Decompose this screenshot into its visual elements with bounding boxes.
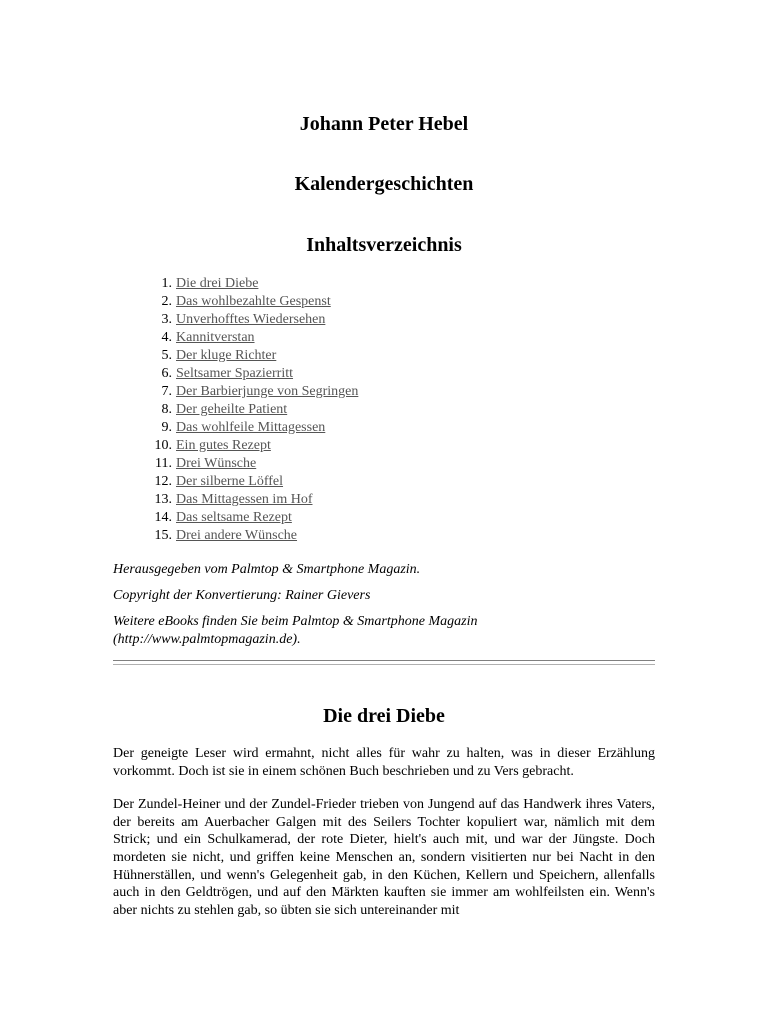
toc-link[interactable]: Das wohlbezahlte Gespenst bbox=[176, 294, 331, 309]
toc-item-number: 13. bbox=[154, 492, 172, 507]
toc-item bbox=[113, 509, 358, 527]
table-of-contents bbox=[113, 275, 358, 545]
toc-heading: Inhaltsverzeichnis bbox=[306, 234, 462, 256]
toc-link[interactable]: Der Barbierjunge von Segringen bbox=[176, 384, 359, 399]
toc-link[interactable]: Unverhofftes Wiedersehen bbox=[176, 312, 326, 327]
toc-item-number: 7. bbox=[161, 384, 172, 399]
toc-item-number: 15. bbox=[154, 528, 172, 543]
toc-item bbox=[113, 455, 358, 473]
toc-item bbox=[113, 491, 358, 509]
toc-item-number: 1. bbox=[161, 276, 172, 291]
story-body bbox=[113, 745, 655, 935]
toc-item bbox=[113, 275, 358, 293]
toc-item bbox=[113, 473, 358, 491]
toc-link[interactable]: Kannitverstan bbox=[176, 330, 255, 345]
toc-link[interactable]: Der silberne Löffel bbox=[176, 474, 284, 489]
story-title: Die drei Diebe bbox=[323, 705, 445, 727]
toc-link[interactable]: Die drei Diebe bbox=[176, 276, 259, 291]
toc-item bbox=[113, 383, 358, 401]
toc-item-number: 10. bbox=[154, 438, 172, 453]
toc-link[interactable]: Der geheilte Patient bbox=[176, 402, 288, 417]
story-paragraph: Der Zundel-Heiner und der Zundel-Frieder trieben von Jungend auf das Handwerk ihres Vaters, der bereits am Auerbacher Galgen mit des Seilers Tochter kopuliert war, nämlich mit dem Strick; und ein Schulkamerad, der rote Dieter, hielt's auch mit, und war der Jüngste. Doch mordeten sie nicht, und griffen keine Menschen an, sondern visitierten nur bei Nacht in den Hühnerställen, und wenn's Gelegenheit gab, in den Küchen, Kellern und Speichern, allenfalls auch in den Geldtrögen, und auf den Märkten kauften sie immer am wohlfeilsten ein. Wenn's aber nichts zu stehlen gab, so übten sie sich untereinander mit bbox=[113, 797, 655, 918]
toc-item-number: 4. bbox=[161, 330, 172, 345]
toc-item-number: 14. bbox=[154, 510, 172, 525]
toc-item bbox=[113, 527, 358, 545]
toc-item bbox=[113, 329, 358, 347]
toc-item bbox=[113, 347, 358, 365]
toc-link[interactable]: Ein gutes Rezept bbox=[176, 438, 271, 453]
more-ebooks-line: Weitere eBooks finden Sie beim Palmtop & Smartphone Magazin (http://www.palmtopmagazin.de). bbox=[113, 614, 478, 647]
toc-item-number: 9. bbox=[161, 420, 172, 435]
toc-item-number: 6. bbox=[161, 366, 172, 381]
toc-link[interactable]: Das Mittagessen im Hof bbox=[176, 492, 313, 507]
credits-block bbox=[113, 561, 655, 657]
toc-item-number: 3. bbox=[161, 312, 172, 327]
copyright-line: Copyright der Konvertierung: Rainer Gievers bbox=[113, 588, 371, 603]
story-paragraph: Der geneigte Leser wird ermahnt, nicht alles für wahr zu halten, was in dieser Erzählung vorkommt. Doch ist sie in einem schönen Buch beschrieben und zu Vers gebracht. bbox=[113, 746, 655, 779]
toc-link[interactable]: Der kluge Richter bbox=[176, 348, 277, 363]
toc-item-number: 12. bbox=[154, 474, 172, 489]
toc-item bbox=[113, 293, 358, 311]
toc-link[interactable]: Drei Wünsche bbox=[176, 456, 257, 471]
toc-item-number: 11. bbox=[155, 456, 172, 471]
toc-item-number: 2. bbox=[161, 294, 172, 309]
section-divider bbox=[113, 660, 655, 665]
publisher-line: Herausgegeben vom Palmtop & Smartphone Magazin. bbox=[113, 562, 421, 577]
toc-item bbox=[113, 401, 358, 419]
toc-item bbox=[113, 311, 358, 329]
toc-item bbox=[113, 437, 358, 455]
toc-link[interactable]: Drei andere Wünsche bbox=[176, 528, 298, 543]
toc-link[interactable]: Seltsamer Spazierritt bbox=[176, 366, 294, 381]
toc-item-number: 8. bbox=[161, 402, 172, 417]
toc-item bbox=[113, 365, 358, 383]
toc-item-number: 5. bbox=[161, 348, 172, 363]
book-title: Kalendergeschichten bbox=[294, 173, 474, 195]
toc-link[interactable]: Das wohlfeile Mittagessen bbox=[176, 420, 326, 435]
toc-item bbox=[113, 419, 358, 437]
toc-link[interactable]: Das seltsame Rezept bbox=[176, 510, 292, 525]
author-heading: Johann Peter Hebel bbox=[299, 113, 469, 135]
